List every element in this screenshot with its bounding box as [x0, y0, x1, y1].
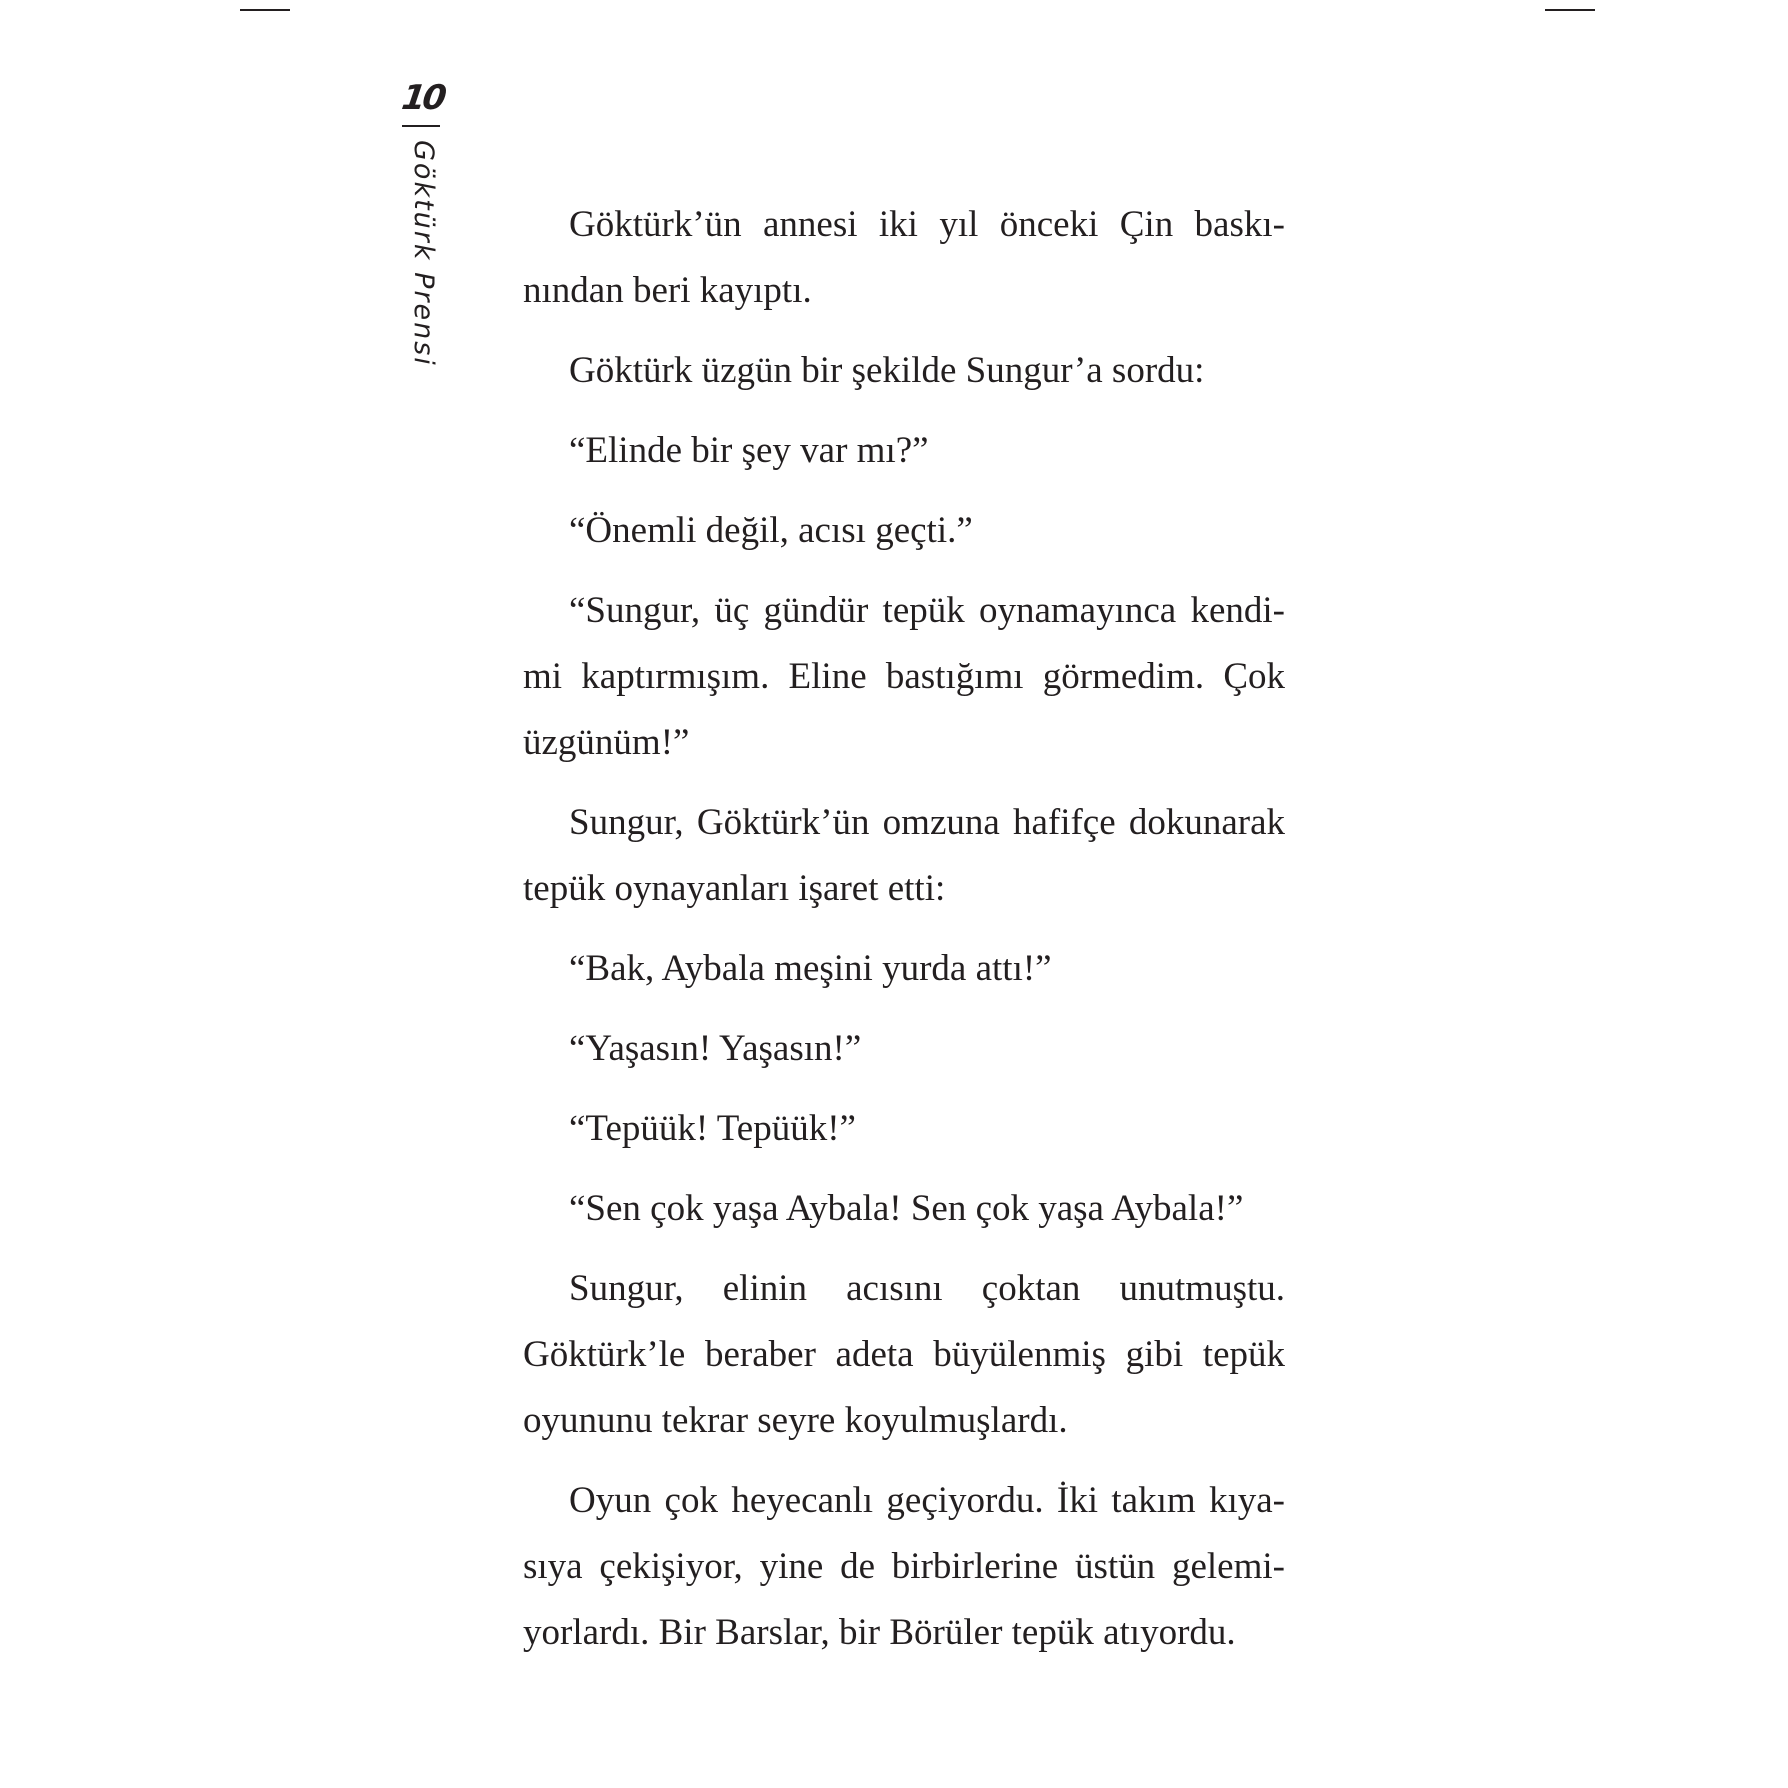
crop-mark-left: [240, 9, 290, 11]
paragraph: “Önemli değil, acısı geçti.”: [569, 510, 973, 551]
crop-mark-right: [1545, 9, 1595, 11]
paragraph: Göktürk’ün annesi iki yıl önceki Çin baskınından beri kayıptı.: [523, 204, 1285, 311]
paragraph: “Sungur, üç gündür tepük oynamayınca kendimi kaptırmışım. Eline bastığımı görmedim. Çok üzgünüm!”: [523, 590, 1285, 763]
paragraph: “Tepüük! Tepüük!”: [569, 1108, 856, 1149]
paragraph: Oyun çok heyecanlı geçiyordu. İki takım kıyasıya çekişiyor, yine de birbirlerine üstün gelemiyorlardı. Bir Barslar, bir Börüler tepük atıyordu.: [523, 1480, 1285, 1653]
page-number: 10: [399, 78, 447, 118]
paragraph: “Yaşasın! Yaşasın!”: [569, 1028, 862, 1069]
paragraph: “Elinde bir şey var mı?”: [569, 430, 929, 471]
header-rule: [402, 125, 440, 127]
body-text: [523, 192, 1285, 1680]
running-book-title: Göktürk Prensi: [408, 140, 439, 367]
paragraph: Göktürk üzgün bir şekilde Sungur’a sordu:: [569, 350, 1205, 391]
paragraph: Sungur, elinin acısını çoktan unutmuştu. Göktürk’le beraber adeta büyülenmiş gibi tepük oyununu tekrar seyre koyulmuşlardı.: [523, 1268, 1285, 1441]
paragraph: “Bak, Aybala meşini yurda attı!”: [569, 948, 1052, 989]
paragraph: Sungur, Göktürk’ün omzuna hafifçe dokunarak tepük oynayanları işaret etti:: [523, 802, 1285, 909]
paragraph: “Sen çok yaşa Aybala! Sen çok yaşa Aybala!”: [569, 1188, 1244, 1229]
